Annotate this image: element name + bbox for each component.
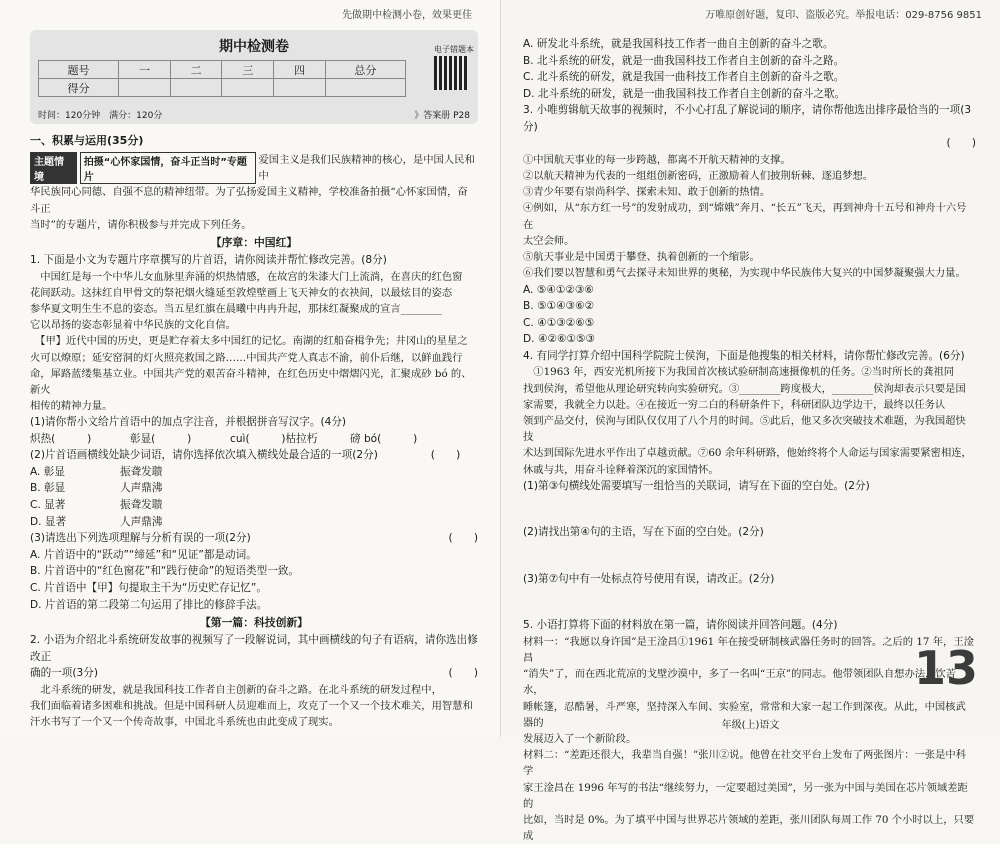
- passage-line: 它以昂扬的姿态彰显着中华民族的文化自信。: [30, 319, 236, 332]
- answer-space[interactable]: [523, 587, 976, 617]
- passage-line: 花间跃动。这抹红自甲骨文的祭祀烟火缝延至敦煌壁画上飞天神女的衣袂间，以最炫目的姿态: [30, 286, 453, 299]
- question-5: 5. 小语打算将下面的材料放在第一篇，请你阅读并回答问题。(4分): [523, 619, 838, 632]
- question-1: 1. 下面是小文为专题片序章撰写的片首语，请你阅读并帮忙修改完善。(8分): [30, 254, 387, 267]
- answer-paren: ( ): [448, 532, 478, 545]
- option-letter: A. 彰显: [30, 465, 65, 478]
- theme-text-line: 华民族同心同德、自强不息的精神纽带。为了弘扬爱国主义精神，学校准备拍摄“心怀家国情，奋斗正: [30, 186, 468, 215]
- option: B. 片首语中的“红色窗花”和“践行使命”的短语类型一致。: [30, 565, 300, 578]
- answer-paren: ( ): [448, 667, 478, 680]
- top-note: 先做期中检测小卷，效果更佳: [342, 10, 472, 21]
- passage-line: ①1963 年，西安光机所接下为我国首次核试验研制高速摄像机的任务。②当时所长的龚祖同: [523, 366, 955, 379]
- option: A. 片首语中的“跃动”“缔延”和“见证”都是动词。: [30, 548, 257, 561]
- answer-paren: ( ): [946, 137, 976, 150]
- question-1-3: [30, 530, 478, 547]
- score-cell: 二: [170, 61, 222, 79]
- question-text: 确的一项(3分): [30, 667, 98, 680]
- sentence-item: ①中国航天事业的每一步跨越，都离不开航天精神的支撑。: [523, 153, 791, 166]
- question-1-2: (2)片首语画横线处缺少词语，请你选择依次填入横线处最合适的一项(2分) ( ): [30, 449, 461, 462]
- question-4: 4. 有同学打算介绍中国科学院院士侯洵，下面是他搜集的相关材料，请你帮忙修改完善。(6分): [523, 349, 965, 362]
- material-line: 家王淦昌在 1996 年写的书法“继续努力，一定要超过美国”，另一张为中国与美国在芯片领域差距的: [523, 781, 968, 810]
- passage-line: 汗水书写了一个又一个传奇故事，中国北斗系统也由此变成了现实。: [30, 716, 339, 728]
- question-text: (3)请选出下列选项理解与分析有误的一项(2分): [30, 532, 251, 545]
- passage-line: 家需要，我就全力以赴。④在接近一穷二白的科研条件下，科研团队边学边干，最终以任务认: [523, 398, 946, 411]
- option: D. ④②⑥①⑤③: [523, 333, 595, 346]
- question-4-3: (3)第⑦句中有一处标点符号使用有误，请改正。(2分): [523, 572, 775, 585]
- option-text: 振聋发聩: [120, 465, 163, 478]
- answer-space[interactable]: [523, 541, 976, 571]
- passage-line: 术达到国际先进水平作出了卓越贡献。⑦60 余年科研路，他始终将个人命运与国家需要紧密相连，: [523, 447, 972, 460]
- option-text: 人声鼎沸: [120, 515, 163, 528]
- passage-line: 中国红是每一个中华儿女血脉里奔涌的炽热情感，在故宫的朱漆大门上流淌，在喜庆的红色窗: [30, 270, 463, 283]
- material-line: 睡帐篷，忍酷暑，斗严寒，坚持深入车间、实验室，常常和大家一起工作到深夜。从此，中国核武器的: [523, 700, 966, 729]
- section-heading: 一、积累与运用(35分): [30, 134, 144, 147]
- pinyin-items: [30, 431, 478, 448]
- passage-line: 北斗系统的研发，就是我国科技工作者自主创新的奋斗之路。在北斗系统的研发过程中，: [30, 683, 442, 696]
- theme-tag: 主题情境: [30, 152, 77, 184]
- option-letter: B. 彰显: [30, 482, 66, 495]
- question-2-cont: [30, 665, 478, 682]
- passage-line: 相传的精神力量。: [30, 400, 113, 413]
- exam-header: [30, 30, 478, 124]
- option-letter: C. 显著: [30, 499, 66, 512]
- page-number: 13: [913, 641, 978, 695]
- theme-title: 拍摄“心怀家国情，奋斗正当时”专题片: [80, 152, 256, 184]
- footer: 年级(上)语文: [721, 720, 780, 731]
- sentence-item: ⑤航天事业是中国勇于攀登、执着创新的一个缩影。: [523, 251, 760, 264]
- score-cell: 题号: [39, 61, 119, 79]
- score-cell: 总分: [325, 61, 405, 79]
- pinyin-item: 彰显( ): [130, 432, 192, 445]
- passage-line: 找到侯洵，希望他从理论研究转向实验研究。③________跨度极大，________侯洵却表示只要是国: [523, 382, 966, 395]
- option: D. 北斗系统的研发，就是一曲我国科技工作者自主创新的奋斗之歌。: [523, 87, 846, 100]
- question-4-2: (2)请找出第④句的主语，写在下面的空白处。(2分): [523, 526, 764, 539]
- option: [30, 464, 478, 481]
- pinyin-item: cuì( )枯拉朽: [230, 432, 318, 445]
- material-line: 材料二：“差距还很大，我辈当自强！”张川②说。他曾在社交平台上发布了两张图片：一张是中科学: [523, 749, 966, 778]
- option: A. ⑤④①②③⑥: [523, 283, 594, 296]
- passage-line: 领到产品交付，侯洵与团队仅仅用了八个月的时间。⑤此后，他又多次突破技术难题，为我国超快技: [523, 414, 966, 444]
- sentence-item: ⑥我们要以智慧和勇气去探寻未知世界的奥秘，为实现中华民族伟大复兴的中国梦凝聚强大力量。: [523, 267, 966, 280]
- option: C. 片首语中【甲】句提取主干为“历史贮存记忆”。: [30, 581, 267, 594]
- material-line: 发展迈入了一个新阶段。: [523, 733, 637, 746]
- question-3: 3. 小唯剪辑航天故事的视频时，不小心打乱了解说词的顺序，请你帮他选出排序最恰当的一项(3分): [523, 104, 972, 133]
- pinyin-item: 炽热( ): [30, 432, 92, 445]
- qr-code-icon[interactable]: [434, 56, 468, 90]
- option-text: 振聋发聩: [120, 499, 163, 512]
- option: B. ⑤①④③⑥②: [523, 300, 594, 313]
- score-cell: 三: [222, 61, 274, 79]
- passage-line: 参华夏文明生生不息的姿态。当五星红旗在晨曦中冉冉升起，那抹红凝聚成的宣言________: [30, 302, 442, 315]
- exam-title: 期中检测卷: [219, 39, 289, 55]
- option: [30, 480, 478, 497]
- option: D. 片首语的第二段第二句运用了排比的修辞手法。: [30, 598, 268, 611]
- right-page: [500, 0, 1000, 843]
- theme-line: [30, 152, 478, 184]
- sentence-item: ③青少年要有崇尚科学、探索未知、敢于创新的热情。: [523, 186, 771, 199]
- option: C. ④①③②⑥⑤: [523, 316, 595, 329]
- theme-text-line: 当时”的专题片，请你积极参与并完成下列任务。: [30, 218, 252, 231]
- passage-line: 命，犀路蓝缕集基立业。中国共产党的艰苦奋斗精神，在红色历史中熠熠闪光，汇聚成砂 bó 的、新火: [30, 367, 472, 396]
- theme-text: 爱国主义是我们民族精神的核心，是中国人民和中: [258, 154, 475, 183]
- question-4-1: (1)第③句横线处需要填写一组恰当的关联词，请写在下面的空白处。(2分): [523, 479, 870, 492]
- top-note: 万唯原创好题，复印、盗版必究。举报电话：029-8756 9851: [705, 10, 982, 21]
- material-line: “消失”了，而在西北荒凉的戈壁沙漠中，多了一名叫“王京”的同志。他带领团队自想办法，饮苦水，: [523, 668, 956, 697]
- question-2: 2. 小语为介绍北斗系统研发故事的视频写了一段解说词，其中画横线的句子有语病，请你选出修改正: [30, 634, 478, 663]
- sentence-item: ②以航天精神为代表的一组组创新密码，正激励着人们披荆斩棘、逐追梦想。: [523, 170, 874, 183]
- qr-label: 电子错题本: [434, 45, 474, 54]
- option-text: 人声鼎沸: [120, 482, 163, 495]
- exam-meta: 时间：120分钟 满分：120分: [38, 111, 163, 121]
- passage-line: 休戚与共，用奋斗诠释着深沉的家国情怀。: [523, 463, 719, 476]
- passage-line: 【甲】近代中国的历史，更是贮存着太多中国红的记忆。南湖的红船奋楫争先；井冈山的星星之: [30, 335, 468, 348]
- option: A. 研发北斗系统，就是我国科技工作者一曲自主创新的奋斗之歌。: [523, 38, 834, 50]
- passage-line: 火可以燎原；延安窑洞的灯火照亮救国之路……中国共产党人真志不渝，前仆后继，以鲜血践行: [30, 351, 463, 364]
- option: [30, 497, 478, 514]
- answer-reference: 》答案册 P28: [414, 111, 470, 121]
- score-cell: 得分: [39, 79, 119, 97]
- sentence-item: ④例如，从“东方红一号”的发射成功，到“嫦娥”奔月、“长五”飞天，再到神舟十五号和神舟十六号在: [523, 202, 967, 231]
- answer-space[interactable]: [523, 494, 976, 524]
- pinyin-item: 磅 bó( ): [350, 432, 418, 445]
- question-1-1: (1)请你帮小文给片首语中的加点字注音，并根据拼音写汉字。(4分): [30, 416, 347, 429]
- section-subheading: 【序章：中国红】: [210, 236, 298, 250]
- material-line: 比如，当时是 0%。为了填平中国与世界芯片领域的差距，张川团队每周工作 70 个小时以上，只要成: [523, 814, 975, 843]
- score-table: [38, 60, 406, 97]
- left-page: [0, 0, 500, 737]
- option-letter: D. 显著: [30, 515, 67, 528]
- option: [30, 514, 478, 531]
- option: B. 北斗系统的研发，就是一曲我国科技工作者自主创新的奋斗之路。: [523, 54, 845, 67]
- section-subheading: 【第一篇：科技创新】: [200, 616, 308, 630]
- material-line: 材料一：“我愿以身许国”是王淦昌①1961 年在接受研制核武器任务时的回答。之后的 17 年，王淦昌: [523, 635, 974, 664]
- option: C. 北斗系统的研发，就是我国一曲科技工作者自主创新的奋斗之歌。: [523, 71, 845, 84]
- score-cell: 四: [274, 61, 326, 79]
- score-cell: 一: [119, 61, 171, 79]
- passage-line: 我们面临着诸多困难和挑战。但是中国科研人员迎难而上，攻克了一个又一个技术难关，用智慧和: [30, 699, 473, 712]
- sentence-item: 太空会师。: [523, 234, 575, 247]
